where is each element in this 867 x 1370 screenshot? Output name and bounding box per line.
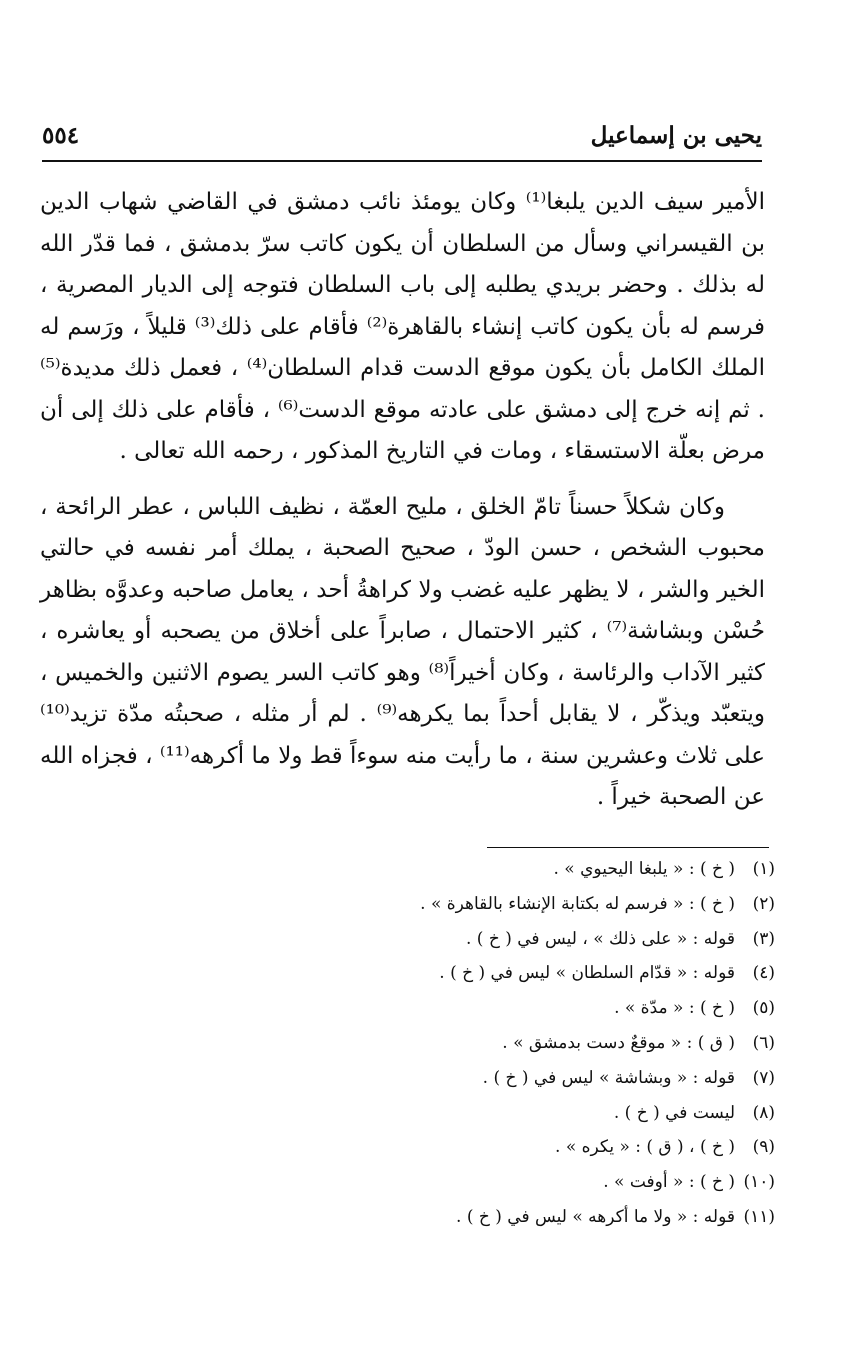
footnote-text: ( خ ) : « يلبغا اليحيوي » . bbox=[553, 859, 735, 879]
footnote-separator bbox=[487, 847, 769, 848]
footnote-number: (٥) bbox=[752, 998, 775, 1019]
paragraph-1: الأمير سيف الدين يلبغا⁽¹⁾ وكان يومئذ نائب دمشق في القاضي شهاب الدين بن القيسراني وسأل من السلطان أن يكون كاتب سرّ بدمشق ، فما قدّر الله له بذلك . وحضر بريدي يطلبه إلى باب السلطان فتوجه إلى الديار المصرية ، فرسم له بأن يكون كاتب إنشاء بالقاهرة⁽²⁾ فأقام على ذلك⁽³⁾ قليلاً ، ورَسم له الملك الكامل بأن يكون موقع الدست قدام السلطان⁽⁴⁾ ، فعمل ذلك مديدة⁽⁵⁾ . ثم إنه خرج إلى دمشق على عادته موقع الدست⁽⁶⁾ ، فأقام على ذلك إلى أن مرض بعلّة الاستسقاء ، ومات في التاريخ المذكور ، رحمه الله تعالى . bbox=[40, 189, 765, 464]
footnotes-list bbox=[125, 852, 775, 1235]
footnote-number: (٧) bbox=[752, 1067, 775, 1088]
footnote-number: (٨) bbox=[752, 1102, 775, 1123]
footnote-number: (٩) bbox=[752, 1137, 775, 1158]
footnote-text: قوله : « وبشاشة » ليس في ( خ ) . bbox=[482, 1067, 735, 1088]
footnote-number: (١١) bbox=[743, 1206, 775, 1227]
footnote-text: ( خ ) : « فرسم له بكتابة الإنشاء بالقاهرة » . bbox=[420, 893, 735, 914]
footnote-number: (٤) bbox=[752, 963, 775, 984]
footnote-text: قوله : « على ذلك » ، ليس في ( خ ) . bbox=[465, 928, 735, 949]
footnote-number: (١٠) bbox=[743, 1172, 775, 1193]
footnote-4 bbox=[125, 956, 775, 991]
footnote-text: ( خ ) ، ( ق ) : « يكره » . bbox=[555, 1137, 735, 1158]
footnote-text: ( خ ) : « مدّة » . bbox=[614, 998, 735, 1019]
footnote-6 bbox=[125, 1026, 775, 1061]
running-title: يحيى بن إسماعيل bbox=[590, 122, 762, 149]
footnote-1 bbox=[125, 852, 775, 887]
footnote-2 bbox=[125, 887, 775, 922]
footnote-number: (٢) bbox=[752, 893, 775, 914]
running-header bbox=[42, 118, 762, 162]
main-text bbox=[40, 182, 765, 819]
footnote-5 bbox=[125, 991, 775, 1026]
footnote-text: ليست في ( خ ) . bbox=[613, 1102, 735, 1123]
footnote-text: قوله : « قدّام السلطان » ليس في ( خ ) . bbox=[439, 963, 735, 984]
footnote-text: قوله : « ولا ما أكرهه » ليس في ( خ ) . bbox=[456, 1206, 735, 1227]
footnote-11 bbox=[125, 1200, 775, 1235]
page-number: ٥٥٤ bbox=[42, 122, 80, 149]
paragraph-2: وكان شكلاً حسناً تامّ الخلق ، مليح العمّة ، نظيف اللباس ، عطر الرائحة ، محبوب الشخص ، حسن الودّ ، صحيح الصحبة ، يملك أمر نفسه في حالتي الخير والشر ، لا يظهر عليه غضب ولا كراهةُ أحد ، يعامل صاحبه وعدوَّه بظاهر حُسْن وبشاشة⁽⁷⁾ ، كثير الاحتمال ، صابراً على أخلاق من يصحبه أو يعاشره ، كثير الآداب والرئاسة ، وكان أخيراً⁽⁸⁾ وهو كاتب السر يصوم الاثنين والخميس ، ويتعبّد ويذكّر ، لا يقابل أحداً بما يكرهه⁽⁹⁾ . لم أر مثله ، صحبتُه مدّة تزيد⁽¹⁰⁾ على ثلاث وعشرين سنة ، ما رأيت منه سوءاً قط ولا ما أكرهه⁽¹¹⁾ ، فجزاه الله عن الصحبة خيراً . bbox=[40, 493, 765, 810]
footnote-text: ( ق ) : « موقعٌ دست بدمشق » . bbox=[502, 1032, 735, 1053]
footnote-number: (١) bbox=[752, 859, 775, 879]
footnote-9 bbox=[125, 1130, 775, 1165]
footnote-7 bbox=[125, 1061, 775, 1096]
footnote-number: (٦) bbox=[752, 1032, 775, 1053]
footnote-text: ( خ ) : « أوفت » . bbox=[603, 1172, 735, 1193]
footnote-8 bbox=[125, 1096, 775, 1131]
footnote-10 bbox=[125, 1165, 775, 1200]
footnote-3 bbox=[125, 922, 775, 957]
footnote-number: (٣) bbox=[752, 928, 775, 949]
